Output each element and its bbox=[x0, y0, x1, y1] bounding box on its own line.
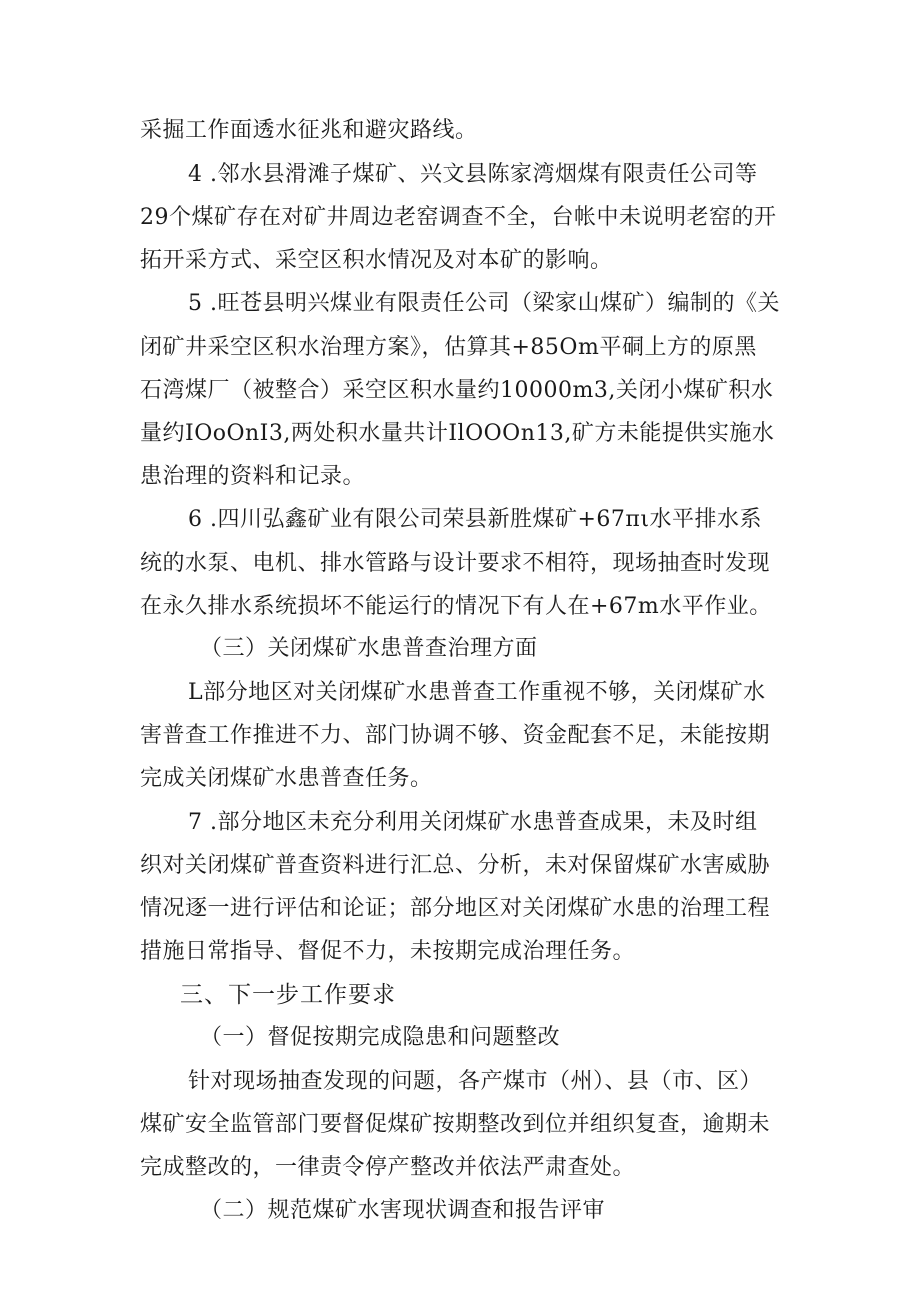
list-item-l-line-1: L部分地区对关闭煤矿水患普查工作重视不够，关闭煤矿水 bbox=[188, 680, 766, 705]
subsection-heading-2: （二）规范煤矿水害现状调查和报告评审 bbox=[200, 1198, 606, 1223]
list-item-6-line-2: 统的水泵、电机、排水管路与设计要求不相符，现场抽查时发现 bbox=[140, 551, 771, 576]
list-item-4-line-3: 拓开采方式、采空区积水情况及对本矿的影响。 bbox=[140, 248, 613, 273]
list-item-6-line-3: 在永久排水系统损坏不能运行的情况下有人在+67m水平作业。 bbox=[140, 594, 772, 619]
subsection-heading-3: （三）关闭煤矿水患普查治理方面 bbox=[200, 636, 538, 661]
paragraph-line-1: 针对现场抽查发现的问题，各产煤市（州）、县（市、区） bbox=[188, 1069, 763, 1094]
paragraph-line-3: 完成整改的，一律责令停产整改并依法严肃查处。 bbox=[140, 1155, 636, 1180]
list-item-6-line-1: 6 .四川弘鑫矿业有限公司荣县新胜煤矿+67πι水平排水系 bbox=[188, 507, 762, 532]
list-item-5-line-2: 闭矿井采空区积水治理方案》，估算其+85Om平硐上方的原黑 bbox=[140, 335, 757, 360]
list-item-4-line-1: 4 .邻水县滑滩子煤矿、兴文县陈家湾烟煤有限责任公司等 bbox=[188, 162, 758, 187]
list-item-7-line-1: 7 .部分地区未充分利用关闭煤矿水患普查成果，未及时组 bbox=[188, 810, 758, 835]
list-item-5-line-5: 患治理的资料和记录。 bbox=[140, 464, 366, 489]
paragraph-line-2: 煤矿安全监管部门要督促煤矿按期整改到位并组织复查，逾期未 bbox=[140, 1112, 771, 1137]
list-item-7-line-2: 织对关闭煤矿普查资料进行汇总、分析，未对保留煤矿水害威胁 bbox=[140, 853, 771, 878]
text-line: 采掘工作面透水征兆和避灾路线。 bbox=[140, 118, 478, 143]
list-item-l-line-3: 完成关闭煤矿水患普查任务。 bbox=[140, 766, 433, 791]
section-heading: 三、下一步工作要求 bbox=[180, 982, 396, 1008]
list-item-7-line-4: 措施日常指导、督促不力，未按期完成治理任务。 bbox=[140, 939, 636, 964]
list-item-5-line-3: 石湾煤厂（被整合）采空区积水量约10000m3,关闭小煤矿积水 bbox=[140, 378, 774, 403]
list-item-l-line-2: 害普查工作推进不力、部门协调不够、资金配套不足，未能按期 bbox=[140, 723, 771, 748]
list-item-4-line-2: 29个煤矿存在对矿井周边老窑调查不全，台帐中未说明老窑的开 bbox=[140, 205, 777, 230]
subsection-heading-1: （一）督促按期完成隐患和问题整改 bbox=[200, 1025, 561, 1050]
list-item-5-line-1: 5 .旺苍县明兴煤业有限责任公司（梁家山煤矿）编制的《关 bbox=[188, 291, 780, 316]
list-item-7-line-3: 情况逐一进行评估和论证；部分地区对关闭煤矿水患的治理工程 bbox=[140, 896, 771, 921]
list-item-5-line-4: 量约IOoOnI3,两处积水量共计IlOOOn13,矿方未能提供实施水 bbox=[140, 421, 775, 446]
